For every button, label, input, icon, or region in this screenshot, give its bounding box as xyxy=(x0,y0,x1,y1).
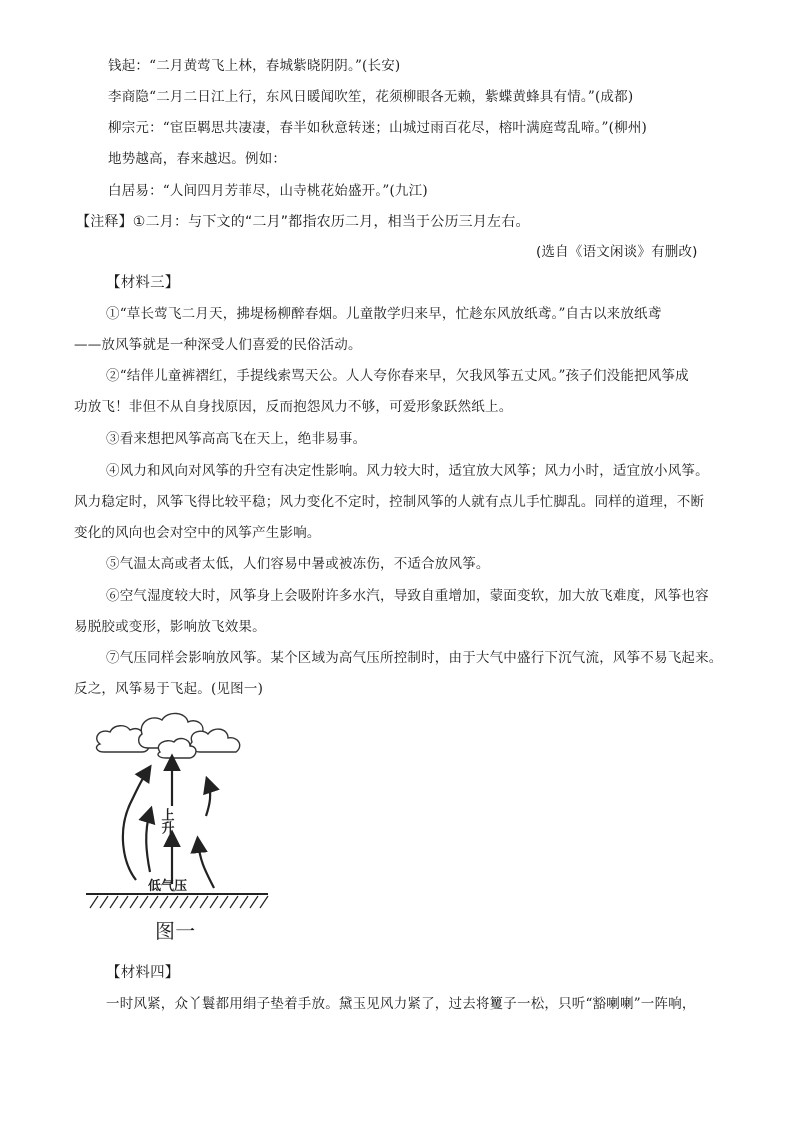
annotation-note: 【注释】①二月：与下文的“二月”都指农历二月，相当于公历三月左右。 xyxy=(76,214,530,230)
rise-label: 上升 xyxy=(158,808,174,834)
low-pressure-label: 低气压 xyxy=(148,879,188,894)
poem-baijuyi: 白居易：“人间四月芳菲尽，山寺桃花始盛开。”(九江) xyxy=(108,183,428,199)
material-3-line: ②“结伴儿童裤褶红，手提线索骂天公。人人夸你春来早，欠我风筝五丈风。”孩子们没能把风筝成 xyxy=(106,368,689,384)
arrow-up-icon xyxy=(146,812,150,872)
material-3-line: ⑥空气湿度较大时，风筝身上会吸附许多水汽，导致自重增加，蒙面变软，加大放飞难度，风筝也容 xyxy=(106,588,709,604)
source-citation: (选自《语文闲谈》有删改) xyxy=(536,244,698,260)
material-3-heading: 【材料三】 xyxy=(106,275,180,291)
material-3-line: 反之，风筝易于飞起。(见图一) xyxy=(74,681,264,697)
poem-qianqi: 钱起：“二月黄莺飞上林，春城紫晓阴阴。”(长安) xyxy=(108,58,401,74)
material-4-line: 一时风紧，众丫鬟都用绢子垫着手放。黛玉见风力紧了，过去将籰子一松，只听“豁喇喇”一阵响， xyxy=(106,996,696,1012)
material-3-line: ——放风筝就是一种深受人们喜爱的民俗活动。 xyxy=(74,337,362,353)
poem-lishangyin: 李商隐“二月二日江上行，东风日暖闻吹笙，花须柳眼各无赖，紫蝶黄蜂具有情。”(成都) xyxy=(108,89,634,105)
terrain-statement: 地势越高，春来越迟。例如： xyxy=(108,151,287,167)
arrow-up-icon xyxy=(198,842,214,888)
material-3-line: 风力稳定时，风筝飞得比较平稳；风力变化不定时，控制风筝的人就有点儿手忙脚乱。同样的道理，不断 xyxy=(74,494,705,510)
material-3-line: 功放飞！非但不从自身找原因，反而抱怨风力不够，可爱形象跃然纸上。 xyxy=(74,399,513,415)
material-3-line: ①“草长莺飞二月天，拂堤杨柳醉春烟。儿童散学归来早，忙趁东风放纸鸢。”自古以来放纸鸢 xyxy=(106,306,662,322)
low-pressure-illustration xyxy=(82,712,272,912)
cloud-icon xyxy=(97,713,240,758)
material-3-line: ④风力和风向对风筝的升空有决定性影响。风力较大时，适宜放大风筝；风力小时，适宜放小风筝。 xyxy=(106,463,709,479)
material-4-heading: 【材料四】 xyxy=(106,965,180,981)
figure-caption: 图一 xyxy=(155,919,196,943)
material-3-line: ⑤气温太高或者太低，人们容易中暑或被冻伤，不适合放风筝。 xyxy=(106,556,490,572)
ground-hatching xyxy=(90,896,268,908)
material-3-line: ③看来想把风筝高高飞在天上，绝非易事。 xyxy=(106,431,367,447)
arrow-up-right-icon xyxy=(206,782,210,816)
material-3-line: 变化的风向也会对空中的风筝产生影响。 xyxy=(74,525,321,541)
poem-liuzongyuan: 柳宗元：“宦臣羁思共凄凄，春半如秋意转迷；山城过雨百花尽，榕叶满庭莺乱啼。”(柳州) xyxy=(108,120,647,136)
arrow-up-left-icon xyxy=(123,770,148,880)
material-3-line: 易脱胶或变形，影响放飞效果。 xyxy=(74,619,266,635)
material-3-line: ⑦气压同样会影响放风筝。某个区域为高气压所控制时，由于大气中盛行下沉气流，风筝不易飞起来。 xyxy=(106,650,723,666)
